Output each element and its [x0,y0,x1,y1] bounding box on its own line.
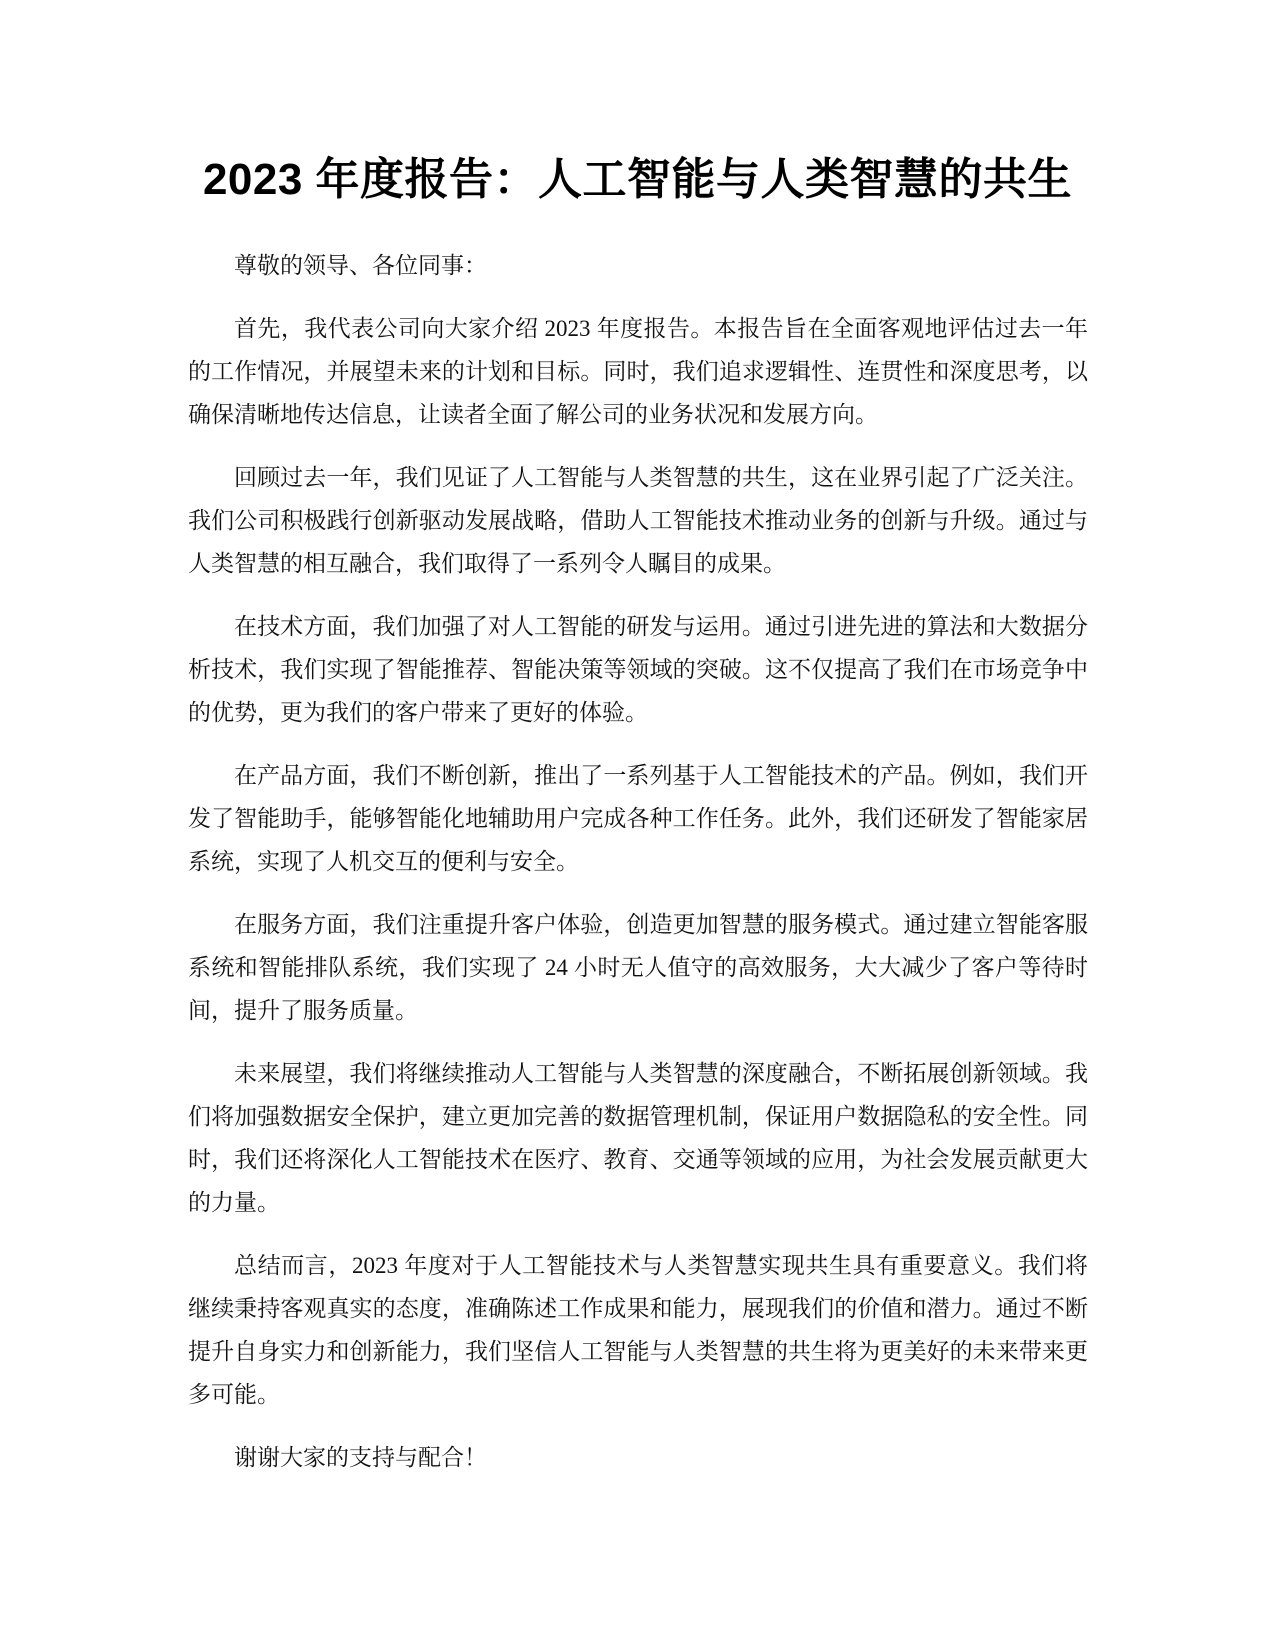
paragraph-summary: 总结而言，2023 年度对于人工智能技术与人类智慧实现共生具有重要意义。我们将继续秉持客观真实的态度，准确陈述工作成果和能力，展现我们的价值和潜力。通过不断提升自身实力和创新能力，我们坚信人工智能与人类智慧的共生将为更美好的未来带来更多可能。 [188,1253,1088,1407]
paragraph-technology: 在技术方面，我们加强了对人工智能的研发与运用。通过引进先进的算法和大数据分析技术，我们实现了智能推荐、智能决策等领域的突破。这不仅提高了我们在市场竞争中的优势，更为我们的客户带来了更好的体验。 [188,614,1088,725]
paragraph-services: 在服务方面，我们注重提升客户体验，创造更加智慧的服务模式。通过建立智能客服系统和智能排队系统，我们实现了 24 小时无人值守的高效服务，大大减少了客户等待时间，提升了服务质量。 [188,912,1088,1023]
paragraph-review: 回顾过去一年，我们见证了人工智能与人类智慧的共生，这在业界引起了广泛关注。我们公司积极践行创新驱动发展战略，借助人工智能技术推动业务的创新与升级。通过与人类智慧的相互融合，我们取得了一系列令人瞩目的成果。 [188,465,1088,576]
page-title: 2023 年度报告：人工智能与人类智慧的共生 [202,155,1073,204]
salutation: 尊敬的领导、各位同事： [234,253,487,278]
paragraph-outlook: 未来展望，我们将继续推动人工智能与人类智慧的深度融合，不断拓展创新领域。我们将加强数据安全保护，建立更加完善的数据管理机制，保证用户数据隐私的安全性。同时，我们还将深化人工智能技术在医疗、教育、交通等领域的应用，为社会发展贡献更大的力量。 [188,1061,1088,1215]
closing-line: 谢谢大家的支持与配合！ [234,1445,487,1470]
document-body [188,244,1088,1499]
paragraph-intro: 首先，我代表公司向大家介绍 2023 年度报告。本报告旨在全面客观地评估过去一年的工作情况，并展望未来的计划和目标。同时，我们追求逻辑性、连贯性和深度思考，以确保清晰地传达信息，让读者全面了解公司的业务状况和发展方向。 [188,316,1088,427]
paragraph-products: 在产品方面，我们不断创新，推出了一系列基于人工智能技术的产品。例如，我们开发了智能助手，能够智能化地辅助用户完成各种工作任务。此外，我们还研发了智能家居系统，实现了人机交互的便利与安全。 [188,763,1088,874]
